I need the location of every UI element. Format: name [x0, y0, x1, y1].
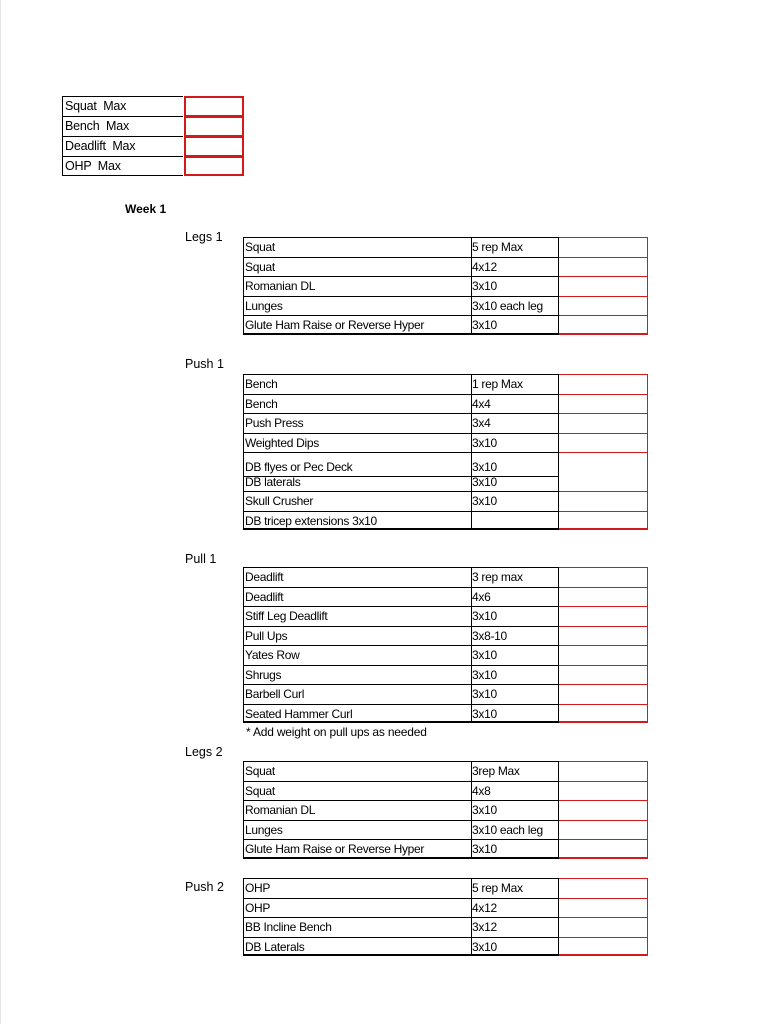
- exercise-row: [243, 626, 648, 646]
- exercise-row: [243, 413, 648, 433]
- exercise-name: DB flyes or Pec Deck: [243, 452, 472, 476]
- exercise-scheme: 3x8-10: [472, 626, 559, 646]
- exercise-name: DB laterals: [243, 476, 472, 491]
- exercise-row: [243, 761, 648, 781]
- exercise-scheme: 4x12: [472, 898, 559, 918]
- exercise-name: Push Press: [243, 413, 472, 433]
- weight-input[interactable]: [559, 684, 648, 704]
- exercise-row: [243, 820, 648, 840]
- squat-max-input[interactable]: [184, 96, 244, 116]
- exercise-name: Glute Ham Raise or Reverse Hyper: [243, 839, 472, 859]
- exercise-name: DB Laterals: [243, 937, 472, 957]
- exercise-row: [243, 917, 648, 937]
- exercise-name: Yates Row: [243, 645, 472, 665]
- weight-input[interactable]: [559, 394, 648, 414]
- weight-input[interactable]: [559, 606, 648, 626]
- exercise-row: [243, 898, 648, 918]
- exercise-row: [243, 781, 648, 801]
- exercise-row: [243, 276, 648, 296]
- max-label: Deadlift Max: [62, 136, 183, 156]
- exercise-name: Barbell Curl: [243, 684, 472, 704]
- exercise-name: Bench: [243, 374, 472, 394]
- exercise-scheme: 4x8: [472, 781, 559, 801]
- exercise-name: Squat: [243, 761, 472, 781]
- exercise-row: [243, 511, 648, 531]
- exercise-row: [243, 374, 648, 394]
- exercise-scheme: 3x10: [472, 276, 559, 296]
- exercise-name: Romanian DL: [243, 800, 472, 820]
- exercise-row: [243, 296, 648, 316]
- exercise-name: Squat: [243, 237, 472, 257]
- weight-input[interactable]: [559, 276, 648, 296]
- exercise-name: Romanian DL: [243, 276, 472, 296]
- exercise-row: [243, 257, 648, 277]
- exercise-scheme: 3x10: [472, 606, 559, 626]
- exercise-row: [243, 491, 648, 511]
- exercise-row: [243, 567, 648, 587]
- exercise-scheme: 3x10 each leg: [472, 820, 559, 840]
- weight-input[interactable]: [559, 452, 648, 476]
- exercise-name: BB Incline Bench: [243, 917, 472, 937]
- weight-input[interactable]: [559, 704, 648, 724]
- weight-input[interactable]: [559, 511, 648, 531]
- exercise-row: [243, 800, 648, 820]
- day-label-legs-1: Legs 1: [185, 230, 223, 244]
- exercise-scheme: 3x10: [472, 937, 559, 957]
- exercise-scheme: 3x10: [472, 704, 559, 724]
- day-table-push-1: [243, 374, 648, 530]
- weight-input[interactable]: [559, 476, 648, 491]
- weight-input[interactable]: [559, 665, 648, 685]
- exercise-scheme: 3 rep max: [472, 567, 559, 587]
- day-table-legs-1: [243, 237, 648, 335]
- weight-input[interactable]: [559, 839, 648, 859]
- exercise-scheme: 3x10: [472, 315, 559, 335]
- exercise-row: [243, 645, 648, 665]
- weight-input[interactable]: [559, 296, 648, 316]
- exercise-name: Seated Hammer Curl: [243, 704, 472, 724]
- exercise-name: Squat: [243, 781, 472, 801]
- exercise-name: OHP: [243, 878, 472, 898]
- exercise-name: Deadlift: [243, 587, 472, 607]
- exercise-scheme: 3x10: [472, 476, 559, 491]
- exercise-row: [243, 315, 648, 335]
- weight-input[interactable]: [559, 937, 648, 957]
- exercise-scheme: 3x10: [472, 800, 559, 820]
- weight-input[interactable]: [559, 800, 648, 820]
- exercise-scheme: 3x10: [472, 452, 559, 476]
- exercise-scheme: 3x10 each leg: [472, 296, 559, 316]
- exercise-row: [243, 878, 648, 898]
- exercise-name: Lunges: [243, 296, 472, 316]
- weight-input[interactable]: [559, 433, 648, 453]
- pull-ups-note: * Add weight on pull ups as needed: [246, 725, 427, 739]
- exercise-row: [243, 587, 648, 607]
- exercise-name: Lunges: [243, 820, 472, 840]
- exercise-row: [243, 839, 648, 859]
- exercise-name: Squat: [243, 257, 472, 277]
- weight-input[interactable]: [559, 820, 648, 840]
- exercise-scheme: 3x10: [472, 491, 559, 511]
- weight-input[interactable]: [559, 587, 648, 607]
- exercise-name: Weighted Dips: [243, 433, 472, 453]
- exercise-row: [243, 433, 648, 453]
- week-title: Week 1: [125, 202, 167, 216]
- exercise-row: [243, 394, 648, 414]
- exercise-row: [243, 452, 648, 476]
- exercise-row: [243, 704, 648, 724]
- exercise-name: OHP: [243, 898, 472, 918]
- exercise-scheme: 4x6: [472, 587, 559, 607]
- ohp-max-input[interactable]: [184, 156, 244, 176]
- exercise-row: [243, 606, 648, 626]
- exercise-scheme: 3x4: [472, 413, 559, 433]
- exercise-row: [243, 937, 648, 957]
- weight-input[interactable]: [559, 898, 648, 918]
- weight-input[interactable]: [559, 917, 648, 937]
- exercise-scheme: [472, 511, 559, 531]
- exercise-scheme: 1 rep Max: [472, 374, 559, 394]
- max-label: OHP Max: [62, 156, 183, 176]
- exercise-row: [243, 237, 648, 257]
- day-label-pull-1: Pull 1: [185, 552, 217, 566]
- exercise-name: Deadlift: [243, 567, 472, 587]
- weight-input[interactable]: [559, 491, 648, 511]
- exercise-name: Glute Ham Raise or Reverse Hyper: [243, 315, 472, 335]
- exercise-scheme: 3x12: [472, 917, 559, 937]
- exercise-scheme: 3x10: [472, 684, 559, 704]
- exercise-row: [243, 476, 648, 491]
- weight-input[interactable]: [559, 761, 648, 781]
- weight-input[interactable]: [559, 626, 648, 646]
- max-label: Squat Max: [62, 96, 183, 116]
- weight-input[interactable]: [559, 567, 648, 587]
- exercise-scheme: 4x4: [472, 394, 559, 414]
- weight-input[interactable]: [559, 315, 648, 335]
- weight-input[interactable]: [559, 645, 648, 665]
- weight-input[interactable]: [559, 781, 648, 801]
- exercise-scheme: 3rep Max: [472, 761, 559, 781]
- day-table-pull-1: [243, 567, 648, 723]
- exercise-name: Shrugs: [243, 665, 472, 685]
- exercise-scheme: 3x10: [472, 433, 559, 453]
- exercise-name: Stiff Leg Deadlift: [243, 606, 472, 626]
- weight-input[interactable]: [559, 878, 648, 898]
- exercise-scheme: 3x10: [472, 665, 559, 685]
- page-edge: [0, 0, 1, 1024]
- exercise-row: [243, 684, 648, 704]
- exercise-scheme: 3x10: [472, 645, 559, 665]
- exercise-scheme: 5 rep Max: [472, 237, 559, 257]
- day-label-push-1: Push 1: [185, 357, 224, 371]
- exercise-scheme: 4x12: [472, 257, 559, 277]
- exercise-scheme: 3x10: [472, 839, 559, 859]
- exercise-scheme: 5 rep Max: [472, 878, 559, 898]
- bench-max-input[interactable]: [184, 116, 244, 136]
- day-table-push-2: [243, 878, 648, 956]
- day-label-push-2: Push 2: [185, 880, 224, 894]
- max-label: Bench Max: [62, 116, 183, 136]
- exercise-row: [243, 665, 648, 685]
- exercise-name: Bench: [243, 394, 472, 414]
- exercise-name: Skull Crusher: [243, 491, 472, 511]
- day-table-legs-2: [243, 761, 648, 859]
- exercise-name: DB tricep extensions 3x10: [243, 511, 472, 531]
- day-label-legs-2: Legs 2: [185, 745, 223, 759]
- weight-input[interactable]: [559, 257, 648, 277]
- weight-input[interactable]: [559, 374, 648, 394]
- exercise-name: Pull Ups: [243, 626, 472, 646]
- deadlift-max-input[interactable]: [184, 136, 244, 156]
- weight-input[interactable]: [559, 413, 648, 433]
- weight-input[interactable]: [559, 237, 648, 257]
